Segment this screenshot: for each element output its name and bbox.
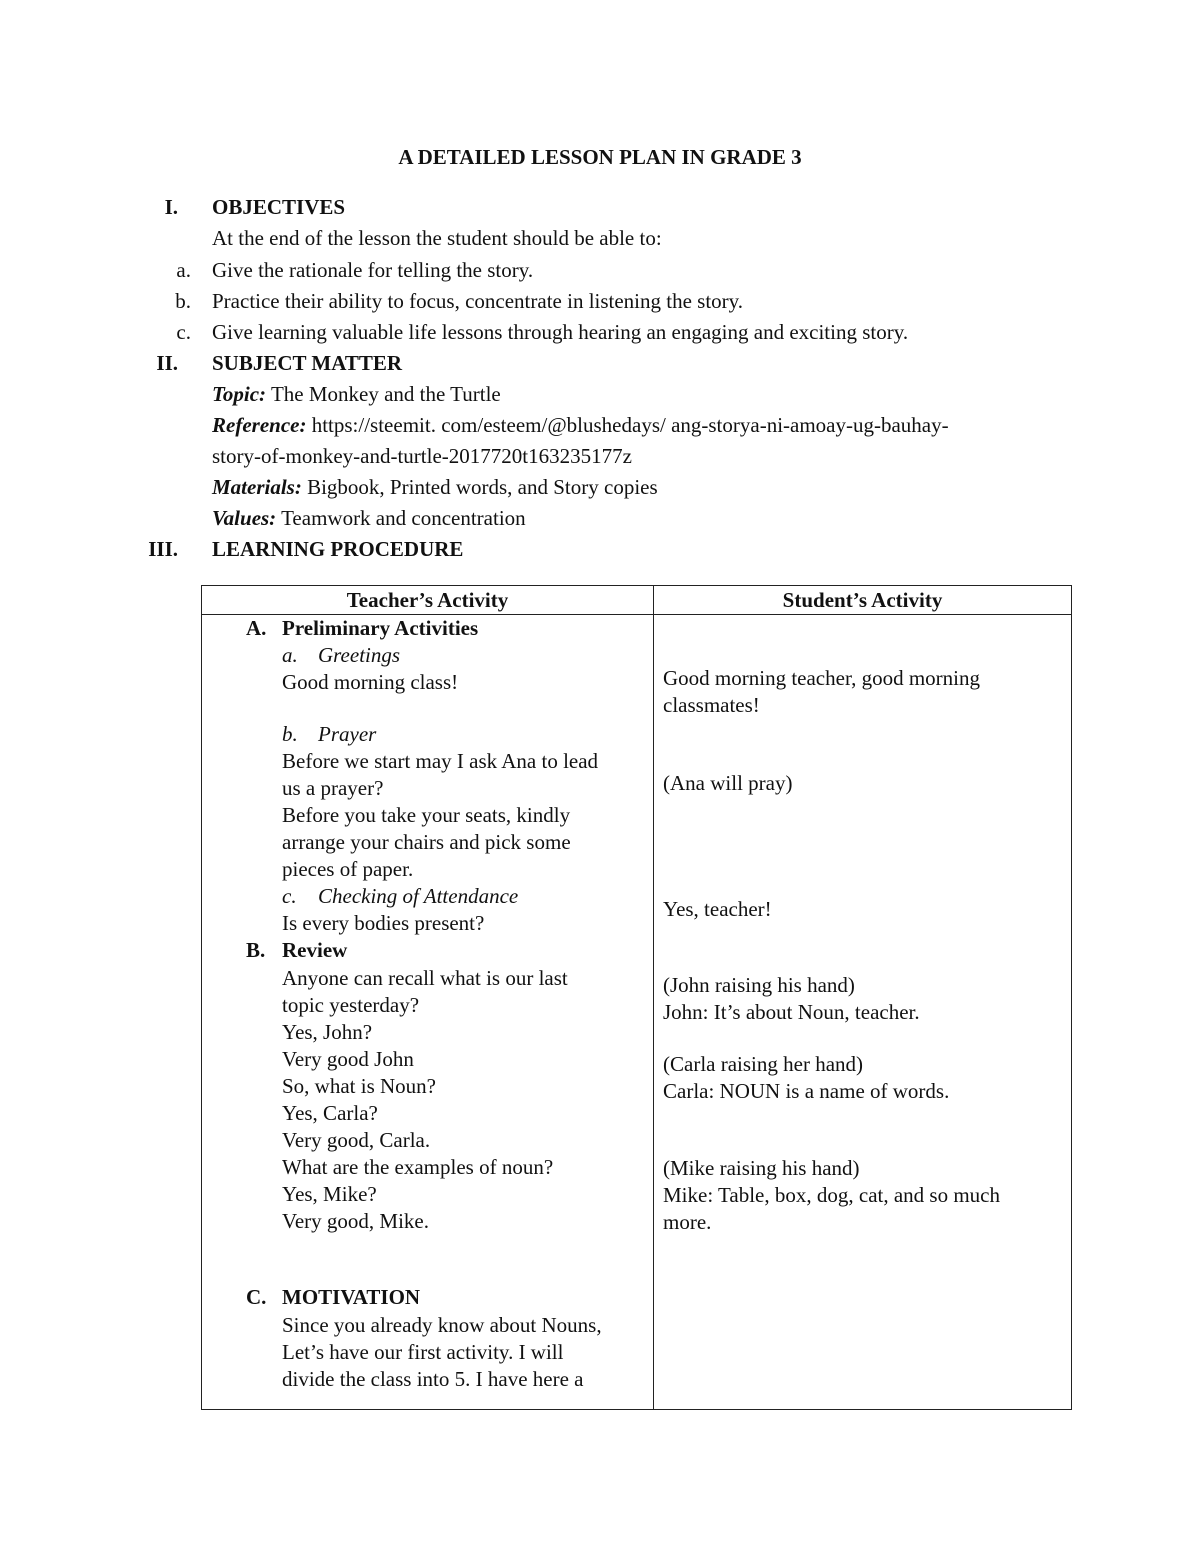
objective-item: Give the rationale for telling the story. <box>212 258 534 282</box>
objectives-number: I. <box>164 195 178 219</box>
procedure-number: III. <box>148 537 178 561</box>
section-letter: B. <box>246 938 266 962</box>
procedure-heading: LEARNING PROCEDURE <box>212 537 464 561</box>
greetings-label: Greetings <box>318 643 401 667</box>
teacher-line: Very good, Mike. <box>282 1209 429 1233</box>
student-line: Mike: Table, box, dog, cat, and so much <box>663 1183 1000 1207</box>
topic-value: The Monkey and the Turtle <box>270 382 501 406</box>
student-line: classmates! <box>663 693 760 717</box>
reference-line <box>212 410 949 441</box>
teacher-line: topic yesterday? <box>282 993 420 1017</box>
topic-label: Topic: <box>212 382 267 406</box>
student-line: (Ana will pray) <box>663 771 793 795</box>
motivation-heading: MOTIVATION <box>282 1285 421 1309</box>
student-line: Good morning teacher, good morning <box>663 666 981 690</box>
objective-item: Practice their ability to focus, concentrate in listening the story. <box>212 289 744 313</box>
student-line: (John raising his hand) <box>663 973 855 997</box>
student-activity-cell <box>654 615 1072 1410</box>
prayer-label: Prayer <box>318 722 377 746</box>
teacher-line: So, what is Noun? <box>282 1074 436 1098</box>
table-body-row <box>202 615 1072 1410</box>
student-line: Carla: NOUN is a name of words. <box>663 1079 950 1103</box>
document-title: A DETAILED LESSON PLAN IN GRADE 3 <box>398 145 802 169</box>
student-activity-header: Student’s Activity <box>654 586 1072 615</box>
materials-line <box>212 472 658 503</box>
section-letter: A. <box>246 616 267 640</box>
teacher-line: arrange your chairs and pick some <box>282 830 571 854</box>
student-line: Yes, teacher! <box>663 897 772 921</box>
student-line: more. <box>663 1210 712 1234</box>
materials-label: Materials: <box>212 475 302 499</box>
teacher-line: Is every bodies present? <box>282 911 485 935</box>
teacher-line: pieces of paper. <box>282 857 414 881</box>
materials-value: Bigbook, Printed words, and Story copies <box>307 475 658 499</box>
preliminary-activities-heading: Preliminary Activities <box>282 616 479 640</box>
teacher-line: Since you already know about Nouns, <box>282 1313 602 1337</box>
student-line: John: It’s about Noun, teacher. <box>663 1000 920 1024</box>
reference-label: Reference: <box>212 413 307 437</box>
teacher-line: Yes, Mike? <box>282 1182 377 1206</box>
sub-letter: b. <box>282 722 298 746</box>
sub-letter: c. <box>282 884 297 908</box>
teacher-line: Yes, John? <box>282 1020 373 1044</box>
student-line: (Mike raising his hand) <box>663 1156 860 1180</box>
table-header-row <box>202 586 1072 615</box>
objective-letter: b. <box>175 289 191 313</box>
subject-matter-number: II. <box>156 351 178 375</box>
objective-letter: a. <box>176 258 191 282</box>
values-label: Values: <box>212 506 277 530</box>
teacher-line: What are the examples of noun? <box>282 1155 554 1179</box>
teacher-line: Good morning class! <box>282 670 459 694</box>
teacher-line: Anyone can recall what is our last <box>282 966 568 990</box>
teacher-line: Very good, Carla. <box>282 1128 431 1152</box>
section-letter: C. <box>246 1285 267 1309</box>
teacher-line: us a prayer? <box>282 776 384 800</box>
attendance-label: Checking of Attendance <box>318 884 519 908</box>
topic-line <box>212 379 501 410</box>
objectives-intro: At the end of the lesson the student should be able to: <box>212 226 662 250</box>
teacher-line: Before you take your seats, kindly <box>282 803 571 827</box>
sub-letter: a. <box>282 643 298 667</box>
subject-matter-heading: SUBJECT MATTER <box>212 351 403 375</box>
objective-item: Give learning valuable life lessons through hearing an engaging and exciting story. <box>212 320 909 344</box>
objective-letter: c. <box>176 320 191 344</box>
teacher-line: Before we start may I ask Ana to lead <box>282 749 599 773</box>
student-line: (Carla raising her hand) <box>663 1052 864 1076</box>
procedure-table <box>201 585 1072 1410</box>
teacher-line: divide the class into 5. I have here a <box>282 1367 584 1391</box>
teacher-line: Yes, Carla? <box>282 1101 378 1125</box>
reference-value: https://steemit. com/esteem/@blushedays/ ang-storya-ni-amoay-ug-bauhay- <box>311 413 949 437</box>
review-heading: Review <box>282 938 348 962</box>
objectives-heading: OBJECTIVES <box>212 195 346 219</box>
teacher-line: Let’s have our first activity. I will <box>282 1340 564 1364</box>
teacher-activity-cell <box>202 615 654 1410</box>
teacher-line: Very good John <box>282 1047 414 1071</box>
values-line <box>212 503 526 534</box>
reference-continuation: story-of-monkey-and-turtle-2017720t163235177z <box>212 444 632 468</box>
teacher-activity-header: Teacher’s Activity <box>202 586 654 615</box>
values-value: Teamwork and concentration <box>281 506 526 530</box>
